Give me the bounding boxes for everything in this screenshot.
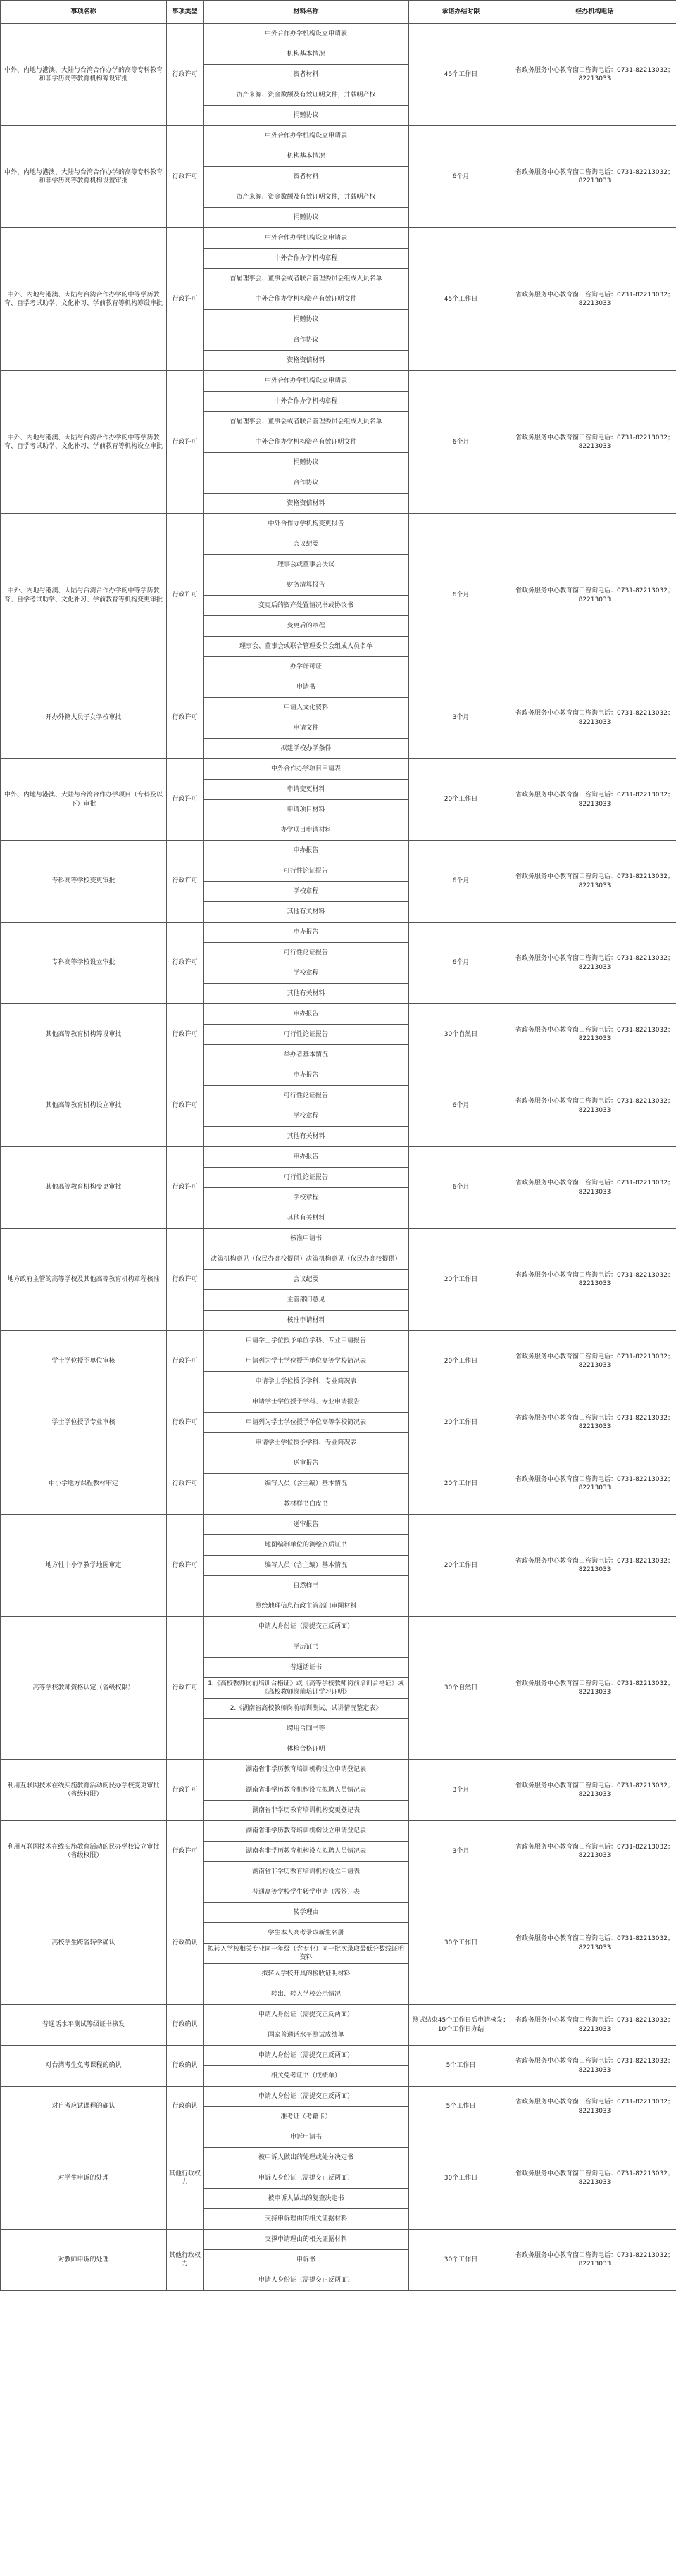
material-name-cell: 申请列为学士学位授予单位高等学校简况表 — [204, 1351, 409, 1372]
item-name-cell: 对教师申诉的处理 — [1, 2230, 167, 2291]
material-name-cell: 申请人身份证（需提交正反两面） — [204, 1617, 409, 1637]
phone-cell: 省政务服务中心教育窗口咨询电话：0731-82213032；82213033 — [513, 923, 676, 1004]
table-row — [1, 1065, 676, 1086]
material-name-cell: 1.《高校教师岗前培训合格证》或《高等学校教师岗前培训合格证》或《高校教师岗前培训学习证明》 — [204, 1678, 409, 1699]
item-type-cell: 行政许可 — [167, 841, 204, 923]
material-name-cell: 转学理由 — [204, 1903, 409, 1923]
material-name-cell: 拟转入学校相关专业同一年级（含专业）同一批次录取最低分数线证明资料 — [204, 1944, 409, 1964]
table-row — [1, 759, 676, 780]
table-row — [1, 371, 676, 392]
phone-cell: 省政务服务中心教育窗口咨询电话：0731-82213032；82213033 — [513, 1515, 676, 1617]
item-name-cell: 其他高等教育机构设立审批 — [1, 1065, 167, 1147]
material-name-cell: 可行性论证报告 — [204, 1025, 409, 1045]
phone-cell: 省政务服务中心教育窗口咨询电话：0731-82213032；82213033 — [513, 371, 676, 514]
phone-cell: 省政务服务中心教育窗口咨询电话：0731-82213032；82213033 — [513, 2046, 676, 2087]
phone-cell: 省政务服务中心教育窗口咨询电话：0731-82213032；82213033 — [513, 2005, 676, 2046]
item-type-cell: 其他行政权力 — [167, 2127, 204, 2230]
material-name-cell: 拟建学校办学条件 — [204, 739, 409, 759]
material-name-cell: 学校章程 — [204, 1188, 409, 1208]
material-name-cell: 被申诉人做出的处理或处分决定书 — [204, 2148, 409, 2168]
material-name-cell: 会议纪要 — [204, 534, 409, 555]
item-name-cell: 普通话水平测试等级证书核发 — [1, 2005, 167, 2046]
material-name-cell: 转出、转入学校公示情况 — [204, 1984, 409, 2005]
item-name-cell: 专科高等学校设立审批 — [1, 923, 167, 1004]
phone-cell: 省政务服务中心教育窗口咨询电话：0731-82213032；82213033 — [513, 1065, 676, 1147]
material-name-cell: 普通话证书 — [204, 1658, 409, 1678]
table-row — [1, 2087, 676, 2107]
material-name-cell: 编写人员（含主编）基本情况 — [204, 1556, 409, 1576]
phone-cell: 省政务服务中心教育窗口咨询电话：0731-82213032；82213033 — [513, 677, 676, 759]
item-type-cell: 行政许可 — [167, 228, 204, 371]
table-row — [1, 1617, 676, 1637]
material-name-cell: 申请人文化资料 — [204, 698, 409, 718]
time-limit-cell: 6个月 — [409, 371, 513, 514]
material-name-cell: 资产来源、资金数额及有效证明文件，并载明产权 — [204, 85, 409, 106]
material-name-cell: 送审报告 — [204, 1515, 409, 1535]
material-name-cell: 机构基本情况 — [204, 44, 409, 65]
table-row — [1, 1453, 676, 1474]
material-name-cell: 机构基本情况 — [204, 146, 409, 167]
material-name-cell: 湖南省非学历教育培训机构设立申请登记表 — [204, 1821, 409, 1842]
item-type-cell: 行政许可 — [167, 1821, 204, 1882]
item-name-cell: 对台湾考生免考课程的确认 — [1, 2046, 167, 2087]
phone-cell: 省政务服务中心教育窗口咨询电话：0731-82213032；82213033 — [513, 1760, 676, 1821]
phone-cell: 省政务服务中心教育窗口咨询电话：0731-82213032；82213033 — [513, 1004, 676, 1065]
phone-cell: 省政务服务中心教育窗口咨询电话：0731-82213032；82213033 — [513, 514, 676, 677]
material-name-cell: 申请人身份证（需提交正反两面） — [204, 2270, 409, 2291]
table-row — [1, 228, 676, 249]
table-row — [1, 1515, 676, 1535]
item-type-cell: 行政确认 — [167, 1882, 204, 2005]
header-material-name: 材料名称 — [204, 1, 409, 24]
material-name-cell: 捐赠协议 — [204, 453, 409, 473]
material-name-cell: 2.《湖南省高校教师岗前培训测试、试讲情况鉴定表》 — [204, 1699, 409, 1719]
table-row — [1, 514, 676, 534]
header-item-type: 事项类型 — [167, 1, 204, 24]
table-row — [1, 923, 676, 943]
time-limit-cell: 20个工作日 — [409, 1515, 513, 1617]
material-name-cell: 申请文件 — [204, 718, 409, 739]
material-name-cell: 申办报告 — [204, 1147, 409, 1168]
item-name-cell: 其他高等教育机构变更审批 — [1, 1147, 167, 1229]
header-phone: 经办机构电话 — [513, 1, 676, 24]
item-name-cell: 专科高等学校变更审批 — [1, 841, 167, 923]
phone-cell: 省政务服务中心教育窗口咨询电话：0731-82213032；82213033 — [513, 1617, 676, 1760]
time-limit-cell: 45个工作日 — [409, 24, 513, 126]
material-name-cell: 准考证（考籍卡） — [204, 2107, 409, 2127]
material-name-cell: 学历证书 — [204, 1637, 409, 1658]
material-name-cell: 湖南省非学历教育机构设立拟聘人员情况表 — [204, 1842, 409, 1862]
item-type-cell: 行政许可 — [167, 24, 204, 126]
table-row — [1, 1882, 676, 1903]
time-limit-cell: 20个工作日 — [409, 1229, 513, 1331]
item-type-cell: 行政许可 — [167, 1065, 204, 1147]
material-name-cell: 支持申诉理由的相关证据材料 — [204, 2209, 409, 2230]
material-name-cell: 理事会、董事会或联合管理委员会组成人员名单 — [204, 637, 409, 657]
item-name-cell: 中外、内地与港澳、大陆与台湾合作办学的中等学历教育、自学考试助学、文化补习、学前教育等机构设立审批 — [1, 371, 167, 514]
time-limit-cell: 45个工作日 — [409, 228, 513, 371]
material-name-cell: 捐赠协议 — [204, 208, 409, 228]
item-type-cell: 行政许可 — [167, 1617, 204, 1760]
item-name-cell: 高校学生跨省转学确认 — [1, 1882, 167, 2005]
time-limit-cell: 3个月 — [409, 1760, 513, 1821]
time-limit-cell: 20个工作日 — [409, 1453, 513, 1515]
material-name-cell: 办学许可证 — [204, 657, 409, 677]
item-name-cell: 地方性中小学教学地图审定 — [1, 1515, 167, 1617]
material-name-cell: 会议纪要 — [204, 1270, 409, 1290]
table-row — [1, 1229, 676, 1249]
table-row — [1, 1760, 676, 1780]
header-item-name: 事项名称 — [1, 1, 167, 24]
time-limit-cell: 20个工作日 — [409, 1392, 513, 1453]
material-name-cell: 相关免考证书（成绩单） — [204, 2066, 409, 2087]
time-limit-cell: 3个月 — [409, 677, 513, 759]
item-type-cell: 行政许可 — [167, 1147, 204, 1229]
material-name-cell: 拟转入学校开具的接收证明材料 — [204, 1964, 409, 1984]
time-limit-cell: 5个工作日 — [409, 2046, 513, 2087]
material-name-cell: 中外合作办学机构设立申请表 — [204, 371, 409, 392]
item-name-cell: 利用互联网技术在线实施教育活动的民办学校变更审批（省级权限） — [1, 1760, 167, 1821]
material-name-cell: 主管部门意见 — [204, 1290, 409, 1311]
phone-cell: 省政务服务中心教育窗口咨询电话：0731-82213032；82213033 — [513, 228, 676, 371]
material-name-cell: 被申诉人做出的复查决定书 — [204, 2189, 409, 2209]
material-name-cell: 变更后的资产处置情况书或协议书 — [204, 596, 409, 616]
material-name-cell: 学校章程 — [204, 1106, 409, 1127]
material-name-cell: 合作协议 — [204, 330, 409, 351]
material-name-cell: 可行性论证报告 — [204, 1086, 409, 1106]
material-name-cell: 中外合作办学机构资产有效证明文件 — [204, 289, 409, 310]
material-name-cell: 聘用合同书等 — [204, 1719, 409, 1739]
material-name-cell: 湖南省非学历教育培训机构设立申请登记表 — [204, 1760, 409, 1780]
item-type-cell: 行政确认 — [167, 2005, 204, 2046]
item-name-cell: 开办外籍人员子女学校审批 — [1, 677, 167, 759]
material-name-cell: 申请列为学士学位授予单位高等学校简况表 — [204, 1413, 409, 1433]
time-limit-cell: 30个工作日 — [409, 2127, 513, 2230]
table-row — [1, 1392, 676, 1413]
table-row — [1, 1004, 676, 1025]
item-type-cell: 行政许可 — [167, 1229, 204, 1331]
table-row — [1, 126, 676, 146]
material-name-cell: 申请学士学位授予学科、专业简况表 — [204, 1433, 409, 1453]
material-name-cell: 申办报告 — [204, 841, 409, 861]
time-limit-cell: 30个工作日 — [409, 2230, 513, 2291]
material-name-cell: 申请人身份证（需提交正反两面） — [204, 2087, 409, 2107]
material-name-cell: 申请项目材料 — [204, 800, 409, 820]
material-name-cell: 普通高等学校学生转学申请（需签）表 — [204, 1882, 409, 1903]
item-name-cell: 学士学位授予专业审核 — [1, 1392, 167, 1453]
material-name-cell: 教材样书白皮书 — [204, 1494, 409, 1515]
item-type-cell: 行政许可 — [167, 1515, 204, 1617]
material-name-cell: 中外合作办学机构资产有效证明文件 — [204, 432, 409, 453]
phone-cell: 省政务服务中心教育窗口咨询电话：0731-82213032；82213033 — [513, 1392, 676, 1453]
phone-cell: 省政务服务中心教育窗口咨询电话：0731-82213032；82213033 — [513, 759, 676, 841]
item-name-cell: 高等学校教师资格认定（省级权限） — [1, 1617, 167, 1760]
material-name-cell: 中外合作办学机构变更报告 — [204, 514, 409, 534]
material-name-cell: 资格资信材料 — [204, 494, 409, 514]
table-row — [1, 1331, 676, 1351]
time-limit-cell: 6个月 — [409, 841, 513, 923]
time-limit-cell: 6个月 — [409, 923, 513, 1004]
material-name-cell: 湖南省非学历教育机构设立拟聘人员情况表 — [204, 1780, 409, 1801]
table-header-row — [1, 1, 676, 24]
phone-cell: 省政务服务中心教育窗口咨询电话：0731-82213032；82213033 — [513, 2127, 676, 2230]
time-limit-cell: 3个月 — [409, 1821, 513, 1882]
material-name-cell: 中外合作办学机构设立申请表 — [204, 228, 409, 249]
material-name-cell: 湖南省非学历教育培训机构变更登记表 — [204, 1801, 409, 1821]
phone-cell: 省政务服务中心教育窗口咨询电话：0731-82213032；82213033 — [513, 1821, 676, 1882]
material-name-cell: 办学项目申请材料 — [204, 820, 409, 841]
table-row — [1, 1147, 676, 1168]
table-row — [1, 24, 676, 44]
material-name-cell: 中外合作办学机构章程 — [204, 249, 409, 269]
item-name-cell: 学士学位授予单位审核 — [1, 1331, 167, 1392]
time-limit-cell: 20个工作日 — [409, 759, 513, 841]
material-name-cell: 财务清算报告 — [204, 575, 409, 596]
item-name-cell: 中外、内地与港澳、大陆与台湾合作办学的中等学历教育、自学考试助学、文化补习、学前教育等机构筹设审批 — [1, 228, 167, 371]
material-name-cell: 地图编制单位的测绘资质证书 — [204, 1535, 409, 1556]
material-name-cell: 支撑申请理由的相关证据材料 — [204, 2230, 409, 2250]
material-name-cell: 申诉人身份证（需提交正反两面） — [204, 2168, 409, 2189]
material-name-cell: 可行性论证报告 — [204, 861, 409, 882]
material-name-cell: 申办报告 — [204, 923, 409, 943]
time-limit-cell: 30个自然日 — [409, 1617, 513, 1760]
phone-cell: 省政务服务中心教育窗口咨询电话：0731-82213032；82213033 — [513, 1331, 676, 1392]
item-type-cell: 行政许可 — [167, 1392, 204, 1453]
table-row — [1, 677, 676, 698]
table-row — [1, 2046, 676, 2066]
material-name-cell: 中外合作办学项目申请表 — [204, 759, 409, 780]
phone-cell: 省政务服务中心教育窗口咨询电话：0731-82213032；82213033 — [513, 24, 676, 126]
material-name-cell: 核准申请书 — [204, 1229, 409, 1249]
material-name-cell: 举办者基本情况 — [204, 1045, 409, 1065]
material-name-cell: 决策机构意见（仅民办高校提供）决策机构意见（仅民办高校提供） — [204, 1249, 409, 1270]
material-name-cell: 申诉申请书 — [204, 2127, 409, 2148]
material-name-cell: 中外合作办学机构设立申请表 — [204, 126, 409, 146]
phone-cell: 省政务服务中心教育窗口咨询电话：0731-82213032；82213033 — [513, 1229, 676, 1331]
item-type-cell: 行政许可 — [167, 371, 204, 514]
item-name-cell: 中外、内地与港澳、大陆与台湾合作办学的高等专科教育和非学历高等教育机构设置审批 — [1, 126, 167, 228]
material-name-cell: 申请人身份证（需提交正反两面） — [204, 2005, 409, 2025]
material-name-cell: 申办报告 — [204, 1065, 409, 1086]
time-limit-cell: 测试结束45个工作日后申请核发；10个工作日办结 — [409, 2005, 513, 2046]
time-limit-cell: 6个月 — [409, 126, 513, 228]
item-name-cell: 中小学地方课程教材审定 — [1, 1453, 167, 1515]
material-name-cell: 申办报告 — [204, 1004, 409, 1025]
time-limit-cell: 6个月 — [409, 1147, 513, 1229]
material-name-cell: 学校章程 — [204, 963, 409, 984]
time-limit-cell: 30个工作日 — [409, 1882, 513, 2005]
material-name-cell: 送审报告 — [204, 1453, 409, 1474]
item-type-cell: 其他行政权力 — [167, 2230, 204, 2291]
phone-cell: 省政务服务中心教育窗口咨询电话：0731-82213032；82213033 — [513, 1882, 676, 2005]
item-type-cell: 行政许可 — [167, 514, 204, 677]
item-name-cell: 中外、内地与港澳、大陆与台湾合作办学的中等学历教育、自学考试助学、文化补习、学前教育等机构变更审批 — [1, 514, 167, 677]
item-name-cell: 中外、内地与港澳、大陆与台湾合作办学的高等专科教育和非学历高等教育机构筹设审批 — [1, 24, 167, 126]
material-name-cell: 中外合作办学机构设立申请表 — [204, 24, 409, 44]
table-row — [1, 2230, 676, 2250]
time-limit-cell: 6个月 — [409, 1065, 513, 1147]
material-name-cell: 可行性论证报告 — [204, 1168, 409, 1188]
material-name-cell: 核准申请材料 — [204, 1311, 409, 1331]
material-name-cell: 可行性论证报告 — [204, 943, 409, 963]
item-type-cell: 行政许可 — [167, 126, 204, 228]
table-row — [1, 2127, 676, 2148]
table-row — [1, 841, 676, 861]
item-type-cell: 行政许可 — [167, 677, 204, 759]
material-name-cell: 湖南省非学历教育培训机构设立申请表 — [204, 1862, 409, 1882]
material-name-cell: 捐赠协议 — [204, 106, 409, 126]
material-name-cell: 体检合格证明 — [204, 1739, 409, 1760]
item-name-cell: 对学生申诉的处理 — [1, 2127, 167, 2230]
material-name-cell: 资产来源、资金数额及有效证明文件，并载明产权 — [204, 187, 409, 208]
item-type-cell: 行政许可 — [167, 1760, 204, 1821]
time-limit-cell: 20个工作日 — [409, 1331, 513, 1392]
table-row — [1, 1821, 676, 1842]
phone-cell: 省政务服务中心教育窗口咨询电话：0731-82213032；82213033 — [513, 2087, 676, 2127]
header-time-limit: 承诺办结时限 — [409, 1, 513, 24]
item-type-cell: 行政许可 — [167, 1004, 204, 1065]
phone-cell: 省政务服务中心教育窗口咨询电话：0731-82213032；82213033 — [513, 1147, 676, 1229]
item-name-cell: 利用互联网技术在线实施教育活动的民办学校设立审批（省级权限） — [1, 1821, 167, 1882]
material-name-cell: 编写人员（含主编）基本情况 — [204, 1474, 409, 1494]
table-body — [1, 24, 676, 2291]
item-type-cell: 行政确认 — [167, 2087, 204, 2127]
material-name-cell: 申请书 — [204, 677, 409, 698]
material-name-cell: 理事会或董事会决议 — [204, 555, 409, 575]
item-type-cell: 行政许可 — [167, 759, 204, 841]
item-name-cell: 地方政府主管的高等学校及其他高等教育机构章程核准 — [1, 1229, 167, 1331]
time-limit-cell: 5个工作日 — [409, 2087, 513, 2127]
material-name-cell: 申请变更材料 — [204, 780, 409, 800]
phone-cell: 省政务服务中心教育窗口咨询电话：0731-82213032；82213033 — [513, 2230, 676, 2291]
item-name-cell: 对自考应试课程的确认 — [1, 2087, 167, 2127]
item-type-cell: 行政许可 — [167, 923, 204, 1004]
material-name-cell: 资者材料 — [204, 167, 409, 187]
material-name-cell: 变更后的章程 — [204, 616, 409, 637]
phone-cell: 省政务服务中心教育窗口咨询电话：0731-82213032；82213033 — [513, 1453, 676, 1515]
material-name-cell: 测绘地理信息行政主管部门审图材料 — [204, 1596, 409, 1617]
material-name-cell: 学生本人高考录取新生名册 — [204, 1923, 409, 1944]
item-type-cell: 行政确认 — [167, 2046, 204, 2087]
material-name-cell: 资者材料 — [204, 65, 409, 85]
phone-cell: 省政务服务中心教育窗口咨询电话：0731-82213032；82213033 — [513, 841, 676, 923]
item-type-cell: 行政许可 — [167, 1331, 204, 1392]
material-name-cell: 自然样书 — [204, 1576, 409, 1596]
material-name-cell: 其他有关材料 — [204, 984, 409, 1004]
material-name-cell: 学校章程 — [204, 882, 409, 902]
material-name-cell: 其他有关材料 — [204, 1208, 409, 1229]
item-type-cell: 行政许可 — [167, 1453, 204, 1515]
time-limit-cell: 6个月 — [409, 514, 513, 677]
item-name-cell: 其他高等教育机构筹设审批 — [1, 1004, 167, 1065]
material-name-cell: 申请学士学位授予单位学科、专业申请报告 — [204, 1331, 409, 1351]
time-limit-cell: 30个自然日 — [409, 1004, 513, 1065]
material-name-cell: 国家普通话水平测试成绩单 — [204, 2025, 409, 2046]
material-name-cell: 合作协议 — [204, 473, 409, 494]
material-name-cell: 申诉书 — [204, 2250, 409, 2270]
material-name-cell: 其他有关材料 — [204, 1127, 409, 1147]
material-name-cell: 申请学士学位授予学科、专业简况表 — [204, 1372, 409, 1392]
material-name-cell: 申请学士学位授予学科、专业申请报告 — [204, 1392, 409, 1413]
material-name-cell: 捐赠协议 — [204, 310, 409, 330]
material-name-cell: 中外合作办学机构章程 — [204, 392, 409, 412]
table-row — [1, 2005, 676, 2025]
item-name-cell: 中外、内地与港澳、大陆与台湾合作办学项目（专科及以下）审批 — [1, 759, 167, 841]
material-name-cell: 申请人身份证（需提交正反两面） — [204, 2046, 409, 2066]
material-name-cell: 首届理事会、董事会或者联合管理委员会组成人员名单 — [204, 269, 409, 289]
phone-cell: 省政务服务中心教育窗口咨询电话：0731-82213032；82213033 — [513, 126, 676, 228]
material-name-cell: 首届理事会、董事会或者联合管理委员会组成人员名单 — [204, 412, 409, 432]
material-name-cell: 其他有关材料 — [204, 902, 409, 923]
material-name-cell: 资格资信材料 — [204, 351, 409, 371]
